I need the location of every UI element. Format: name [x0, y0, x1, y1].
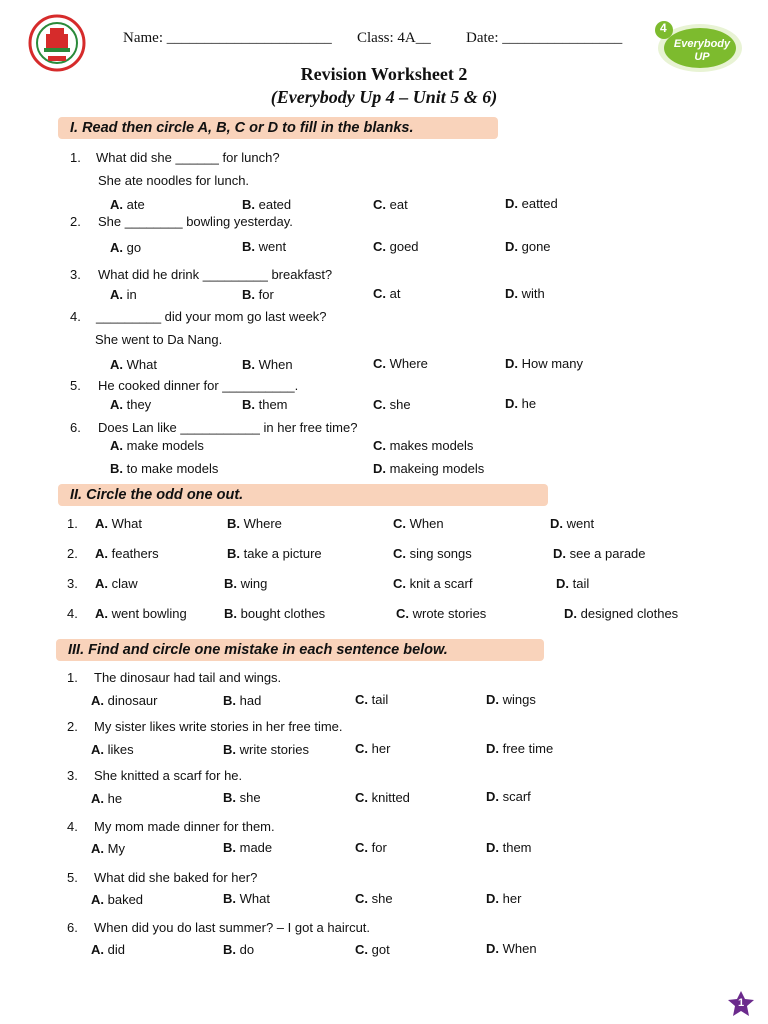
option-a[interactable]: A. go [110, 240, 142, 255]
question-number: 3. [67, 768, 78, 783]
option-a[interactable]: A. What [95, 516, 142, 531]
option-b[interactable]: B. she [223, 790, 261, 805]
page-number-badge [726, 990, 756, 1018]
question-number: 5. [67, 870, 78, 885]
date-field-label: Date: ________________ [466, 30, 623, 46]
option-d[interactable]: D. her [486, 891, 522, 906]
option-d[interactable]: D. with [505, 286, 545, 301]
question-text: _________ did your mom go last week? [96, 309, 327, 324]
answer-line: She went to Da Nang. [95, 332, 223, 347]
page-number: 1 [737, 997, 745, 1009]
answer-line: She ate noodles for lunch. [98, 173, 250, 188]
option-c[interactable]: C. sing songs [393, 546, 472, 561]
section-1-heading: I. Read then circle A, B, C or D to fill in the blanks. [58, 117, 498, 139]
question-number: 1. [67, 516, 78, 531]
option-c[interactable]: C. her [355, 741, 391, 756]
option-c[interactable]: C. she [373, 397, 411, 412]
option-c[interactable]: C. at [373, 286, 401, 301]
question-text: She knitted a scarf for he. [94, 768, 243, 783]
option-b[interactable]: B. What [223, 891, 270, 906]
option-b[interactable]: B. them [242, 397, 288, 412]
option-b[interactable]: B. wing [224, 576, 268, 591]
option-c[interactable]: C. tail [355, 692, 389, 707]
question-text: What did she baked for her? [94, 870, 258, 885]
option-a[interactable]: A. he [91, 791, 123, 806]
question-text: Does Lan like ___________ in her free time? [98, 420, 358, 435]
question-text: She ________ bowling yesterday. [98, 214, 293, 229]
question-text: When did you do last summer? – I got a haircut. [94, 920, 371, 935]
option-d[interactable]: D. wings [486, 692, 536, 707]
option-a[interactable]: A. feathers [95, 546, 159, 561]
question-number: 1. [67, 670, 78, 685]
option-a[interactable]: A. My [91, 841, 125, 856]
option-a[interactable]: A. in [110, 287, 137, 302]
option-a[interactable]: A. they [110, 397, 152, 412]
question-number: 2. [70, 214, 81, 229]
option-d[interactable]: D. eatted [505, 196, 558, 211]
option-c[interactable]: C. knit a scarf [393, 576, 473, 591]
question-number: 2. [67, 546, 78, 561]
option-a[interactable]: A. likes [91, 742, 134, 757]
option-a[interactable]: A. ate [110, 197, 145, 212]
option-b[interactable]: B. eated [242, 197, 292, 212]
worksheet-subtitle: (Everybody Up 4 – Unit 5 & 6) [270, 87, 498, 107]
question-number: 1. [70, 150, 81, 165]
option-c[interactable]: C. she [355, 891, 393, 906]
option-d[interactable]: D. he [505, 396, 537, 411]
option-b[interactable]: B. When [242, 357, 293, 372]
question-number: 3. [70, 267, 81, 282]
worksheet-title: Revision Worksheet 2 [300, 64, 468, 84]
section-3-heading: III. Find and circle one mistake in each sentence below. [56, 639, 544, 661]
option-c[interactable]: C. got [355, 942, 390, 957]
question-number: 4. [70, 309, 81, 324]
question-text: What did she ______ for lunch? [96, 150, 280, 165]
question-text: The dinosaur had tail and wings. [94, 670, 282, 685]
option-b[interactable]: B. to make models [110, 461, 219, 476]
name-field-label: Name: ______________________ [123, 30, 332, 46]
option-d[interactable]: D. makeing models [373, 461, 485, 476]
question-number: 2. [67, 719, 78, 734]
option-c[interactable]: C. knitted [355, 790, 410, 805]
option-c[interactable]: C. makes models [373, 438, 474, 453]
question-number: 4. [67, 606, 78, 621]
question-text: My mom made dinner for them. [94, 819, 275, 834]
question-number: 6. [67, 920, 78, 935]
option-d[interactable]: D. scarf [486, 789, 531, 804]
option-d[interactable]: D. gone [505, 239, 551, 254]
option-a[interactable]: A. claw [95, 576, 138, 591]
option-c[interactable]: C. goed [373, 239, 419, 254]
option-b[interactable]: B. for [242, 287, 274, 302]
logo-level-number: 4 [660, 21, 667, 35]
question-text: He cooked dinner for __________. [98, 378, 299, 393]
option-d[interactable]: D. them [486, 840, 532, 855]
option-c[interactable]: C. wrote stories [396, 606, 487, 621]
option-d[interactable]: D. designed clothes [564, 606, 679, 621]
option-c[interactable]: C. When [393, 516, 444, 531]
question-text: My sister likes write stories in her free time. [94, 719, 343, 734]
option-c[interactable]: C. eat [373, 197, 408, 212]
option-a[interactable]: A. did [91, 942, 125, 957]
question-text: What did he drink _________ breakfast? [98, 267, 333, 282]
option-d[interactable]: D. free time [486, 741, 554, 756]
option-b[interactable]: B. went [242, 239, 287, 254]
option-d[interactable]: D. How many [505, 356, 584, 371]
option-d[interactable]: D. tail [556, 576, 590, 591]
option-b[interactable]: B. bought clothes [224, 606, 326, 621]
option-d[interactable]: D. see a parade [553, 546, 646, 561]
option-c[interactable]: C. Where [373, 356, 428, 371]
question-number: 6. [70, 420, 81, 435]
section-2-heading: II. Circle the odd one out. [58, 484, 548, 506]
option-a[interactable]: A. went bowling [95, 606, 187, 621]
option-d[interactable]: D. went [550, 516, 595, 531]
option-d[interactable]: D. When [486, 941, 537, 956]
question-number: 4. [67, 819, 78, 834]
option-b[interactable]: B. take a picture [227, 546, 322, 561]
option-b[interactable]: B. do [223, 942, 255, 957]
question-number: 5. [70, 378, 81, 393]
option-c[interactable]: C. for [355, 840, 387, 855]
option-b[interactable]: B. made [223, 840, 273, 855]
option-a[interactable]: A. What [110, 357, 157, 372]
option-a[interactable]: A. make models [110, 438, 204, 453]
class-field-label: Class: 4A__ [357, 30, 431, 46]
option-b[interactable]: B. write stories [223, 742, 309, 757]
question-number: 3. [67, 576, 78, 591]
option-a[interactable]: A. dinosaur [91, 693, 158, 708]
option-a[interactable]: A. baked [91, 892, 144, 907]
option-b[interactable]: B. had [223, 693, 262, 708]
logo-text: Everybody UP [673, 38, 731, 63]
option-b[interactable]: B. Where [227, 516, 282, 531]
